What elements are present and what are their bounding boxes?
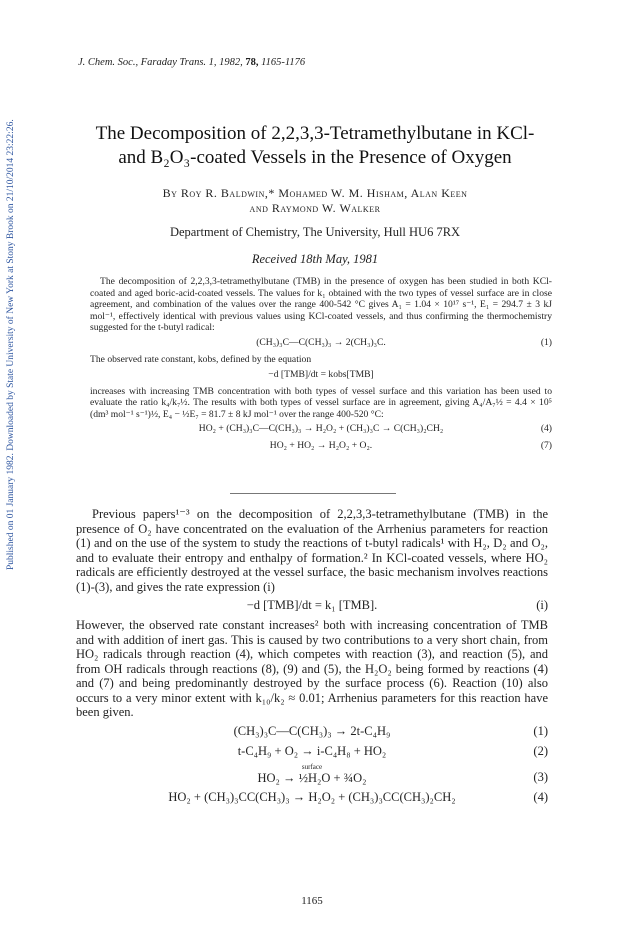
received-date: Received 18th May, 1981 <box>251 252 379 266</box>
journal-year: 1982, <box>219 57 243 68</box>
page-number: 1165 <box>301 895 323 907</box>
reaction-2-text: t-C₄H₉ + O₂ → i-C₄H₈ + HO₂ <box>237 743 387 758</box>
reaction-2-number: (2) <box>533 743 548 758</box>
reaction-1-text: (CH₃)₃C—C(CH₃)₃ → 2t-C₄H₉ <box>233 723 391 738</box>
equation-7-abstract-number: (7) <box>540 440 552 452</box>
article-title <box>60 122 570 170</box>
title-line-1: The Decomposition of 2,2,3,3-Tetramethylbutane in KCl- <box>95 123 535 144</box>
equation-7-abstract <box>90 440 552 454</box>
download-notice: Published on 01 January 1982. Downloaded by State University of New York at Stony Brook on 21/10/2014 23:22:26. <box>6 119 16 571</box>
section-divider <box>230 493 396 494</box>
rate-equation <box>90 369 552 383</box>
equation-1 <box>90 337 552 351</box>
title-line-2: and B₂O₃-coated Vessels in the Presence of Oxygen <box>118 147 512 168</box>
reaction-4 <box>76 790 548 806</box>
equation-1-number: (1) <box>540 336 552 348</box>
reaction-3-text: HO₂ → ½H₂O + ¾O₂ <box>257 770 367 785</box>
equation-4-abstract-text: HO₂ + (CH₃)₃C—C(CH₃)₃ → H₂O₂ + (CH₃)₃C → C(CH₃)₂CH₂ <box>198 423 444 435</box>
equation-7-abstract-text: HO₂ + HO₂ → H₂O₂ + O₂. <box>269 440 373 452</box>
affiliation: Department of Chemistry, The University, Hull HU6 7RX <box>169 225 461 239</box>
abstract-para-2: The observed rate constant, kobs, defined by the equation <box>90 353 312 365</box>
equation-4-abstract-number: (4) <box>540 423 552 435</box>
authors <box>60 186 570 216</box>
running-head <box>78 57 305 68</box>
abstract <box>90 276 552 457</box>
equation-i <box>76 598 548 614</box>
surface-label: surface <box>301 762 323 771</box>
equation-1-text: (CH₃)₃C—C(CH₃)₃ → 2(CH₃)₃C. <box>256 336 386 348</box>
reaction-1-number: (1) <box>533 723 548 738</box>
main-text <box>76 507 548 810</box>
journal-volume: 78, <box>245 57 259 68</box>
reaction-1 <box>76 724 548 740</box>
journal-name: J. Chem. Soc., Faraday Trans. 1, <box>78 57 217 68</box>
reaction-4-text: HO₂ + (CH₃)₃CC(CH₃)₃ → H₂O₂ + (CH₃)₃CC(CH₃)₂CH₂ <box>168 789 456 804</box>
equation-4-abstract <box>90 423 552 437</box>
equation-i-text: −d [TMB]/dt = k₁ [TMB]. <box>246 598 378 612</box>
equation-i-number: (i) <box>536 598 548 612</box>
rate-equation-text: −d [TMB]/dt = kobs[TMB] <box>268 368 374 380</box>
authors-line-1: By Roy R. Baldwin,* Mohamed W. M. Hisham, Alan Keen <box>162 186 468 200</box>
body-para-1: Previous papers¹⁻³ on the decomposition of 2,2,3,3-tetramethylbutane (TMB) in the presence of O₂ have concentrated on the evaluation of the Arrhenius parameters for reaction (1) and on the use of the system to study the reactions of t-butyl radicals¹ with H₂, D₂ and O₂, and to evaluate their entropy and enthalpy of formation.² In KCl-coated vessels, where HO₂ radicals are efficiently destroyed at the vessel surface, the basic mechanism involves reactions (1)-(3), and gives the rate expression (i) <box>76 507 548 594</box>
reaction-4-number: (4) <box>533 789 548 804</box>
reaction-3 <box>76 764 548 786</box>
reaction-2 <box>76 744 548 760</box>
body-para-2: However, the observed rate constant increases² both with increasing concentration of TMB and with addition of inert gas. This is caused by two contributions to a very short chain, from HO₂ radicals through reaction (4), which competes with reaction (3), and reaction (5), and from OH radicals through reactions (8), (9) and (5), the H₂O₂ being formed by reactions (4) and (7) and being predominantly destroyed by the surface process (6). Reaction (10) also occurs to a very minor extent with k₁₀/k₂ ≈ 0.01; Arrhenius parameters for this reaction have been given. <box>76 618 548 719</box>
abstract-para-3: increases with increasing TMB concentration with both types of vessel surface and this variation has been used to evaluate the ratio k₄/k₇½. The results with both types of vessel surface are in agreement, giving A₄/A₇½ = 4.4 × 10⁵ (dm³ mol⁻¹ s⁻¹)½, E₄ − ½E₇ = 81.7 ± 8 kJ mol⁻¹ over the range 400-520 °C: <box>90 385 552 420</box>
journal-pages: 1165-1176 <box>261 57 306 68</box>
authors-line-2: and Raymond W. Walker <box>249 201 381 215</box>
abstract-para-1: The decomposition of 2,2,3,3-tetramethylbutane (TMB) in the presence of oxygen has been studied in both KCl-coated and aged boric-acid-coated vessels. The values for k₁ obtained with the two types of vessel surface are in close agreement, and combination of the values over the range 400-542 °C gives A₁ = 1.04 × 10¹⁷ s⁻¹, E₁ = 294.7 ± 3 kJ mol⁻¹, effectively identical with previous values using KCl-coated vessels, and thus confirming the thermochemistry suggested for the t-butyl radical: <box>90 276 552 334</box>
reaction-3-block <box>76 764 548 786</box>
reaction-3-number: (3) <box>533 769 548 784</box>
